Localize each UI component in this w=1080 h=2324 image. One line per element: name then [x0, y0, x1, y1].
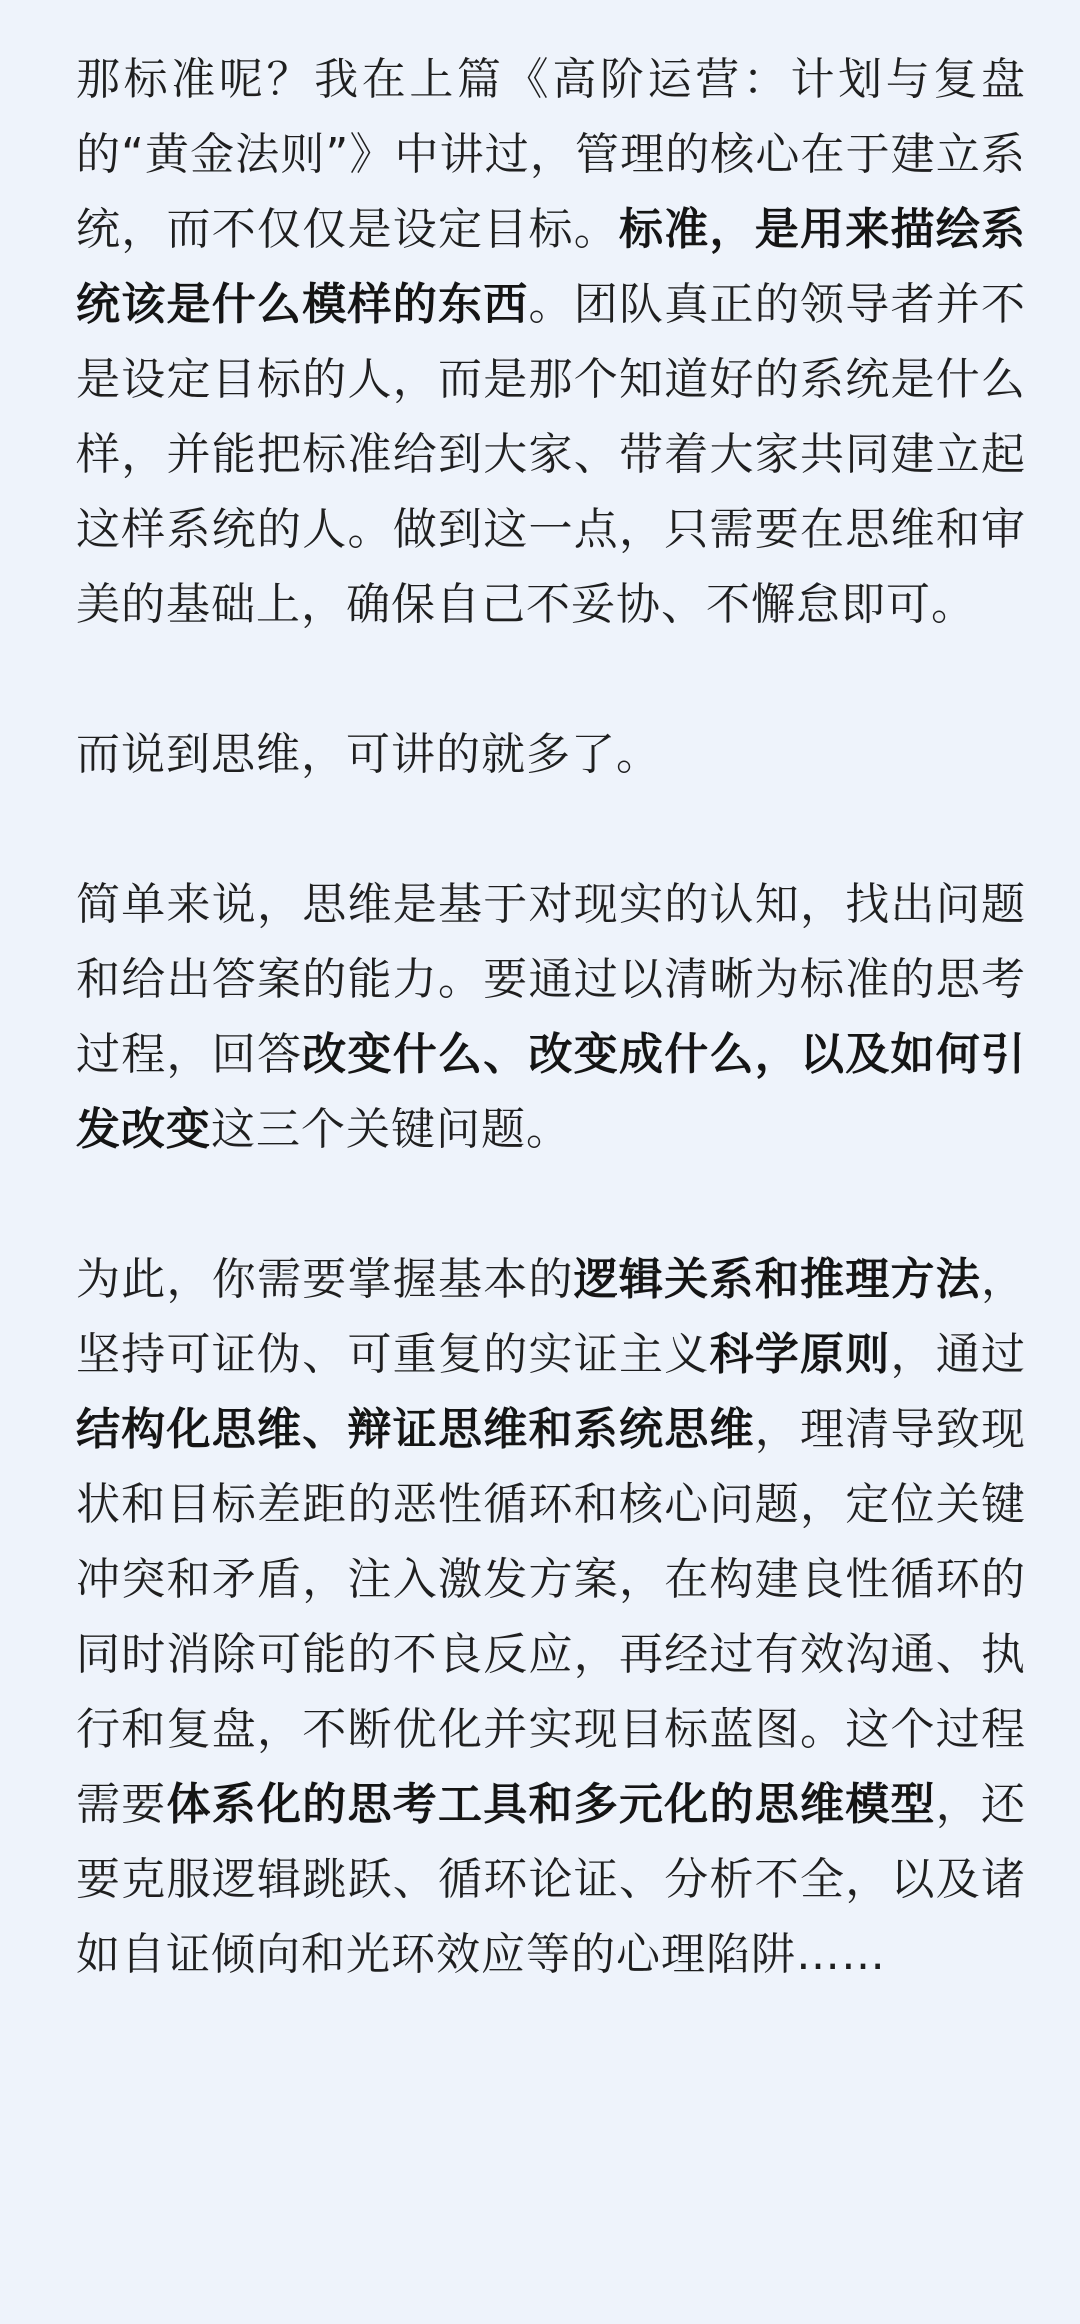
- emphasis-text: 标准，是用来描绘系统该是什么模样的东西: [76, 204, 1026, 330]
- emphasis-text: 逻辑关系和推理方法: [573, 1254, 981, 1305]
- emphasis-text: 改变什么、改变成什么，以及如何引发改变: [76, 1029, 1026, 1155]
- body-text: 简单来说，思维是基于对现实的认知，找出问题和给出答案的能力。要通过以清晰为标准的思考过程，回答: [76, 879, 1026, 1080]
- emphasis-text: 科学原则: [709, 1329, 891, 1380]
- body-text: ，通过: [890, 1329, 1026, 1380]
- paragraph-thinking-methods: [76, 1242, 1026, 1992]
- body-text: 这三个关键问题。: [211, 1104, 571, 1155]
- paragraph-thinking-definition: [76, 867, 1026, 1167]
- paragraph-standard: [76, 42, 1026, 642]
- body-text: 为此，你需要掌握基本的: [76, 1254, 574, 1305]
- body-text: 那标准呢？我在上篇《高阶运营：计划与复盘的“黄金法则”》中讲过，管理的核心在于建立系统，而不仅仅是设定目标。: [76, 54, 1026, 255]
- body-text: 。团队真正的领导者并不是设定目标的人，而是那个知道好的系统是什么样，并能把标准给到大家、带着大家共同建立起这样系统的人。做到这一点，只需要在思维和审美的基础上，确保自己不妥协、不懈怠即可。: [76, 279, 1026, 630]
- body-text: ，还要克服逻辑跳跃、循环论证、分析不全，以及诸如自证倾向和光环效应等的心理陷阱……: [76, 1779, 1026, 1980]
- body-text: ，坚持可证伪、可重复的实证主义: [76, 1254, 1026, 1380]
- paragraph-thinking-intro: [76, 717, 1026, 792]
- emphasis-text: 结构化思维、辩证思维和系统思维: [76, 1404, 755, 1455]
- article-body: [76, 42, 1026, 1992]
- body-text: ，理清导致现状和目标差距的恶性循环和核心问题，定位关键冲突和矛盾，注入激发方案，在构建良性循环的同时消除可能的不良反应，再经过有效沟通、执行和复盘，不断优化并实现目标蓝图。这个过程需要: [76, 1404, 1026, 1830]
- emphasis-text: 体系化的思考工具和多元化的思维模型: [166, 1779, 936, 1830]
- body-text: 而说到思维，可讲的就多了。: [76, 729, 661, 780]
